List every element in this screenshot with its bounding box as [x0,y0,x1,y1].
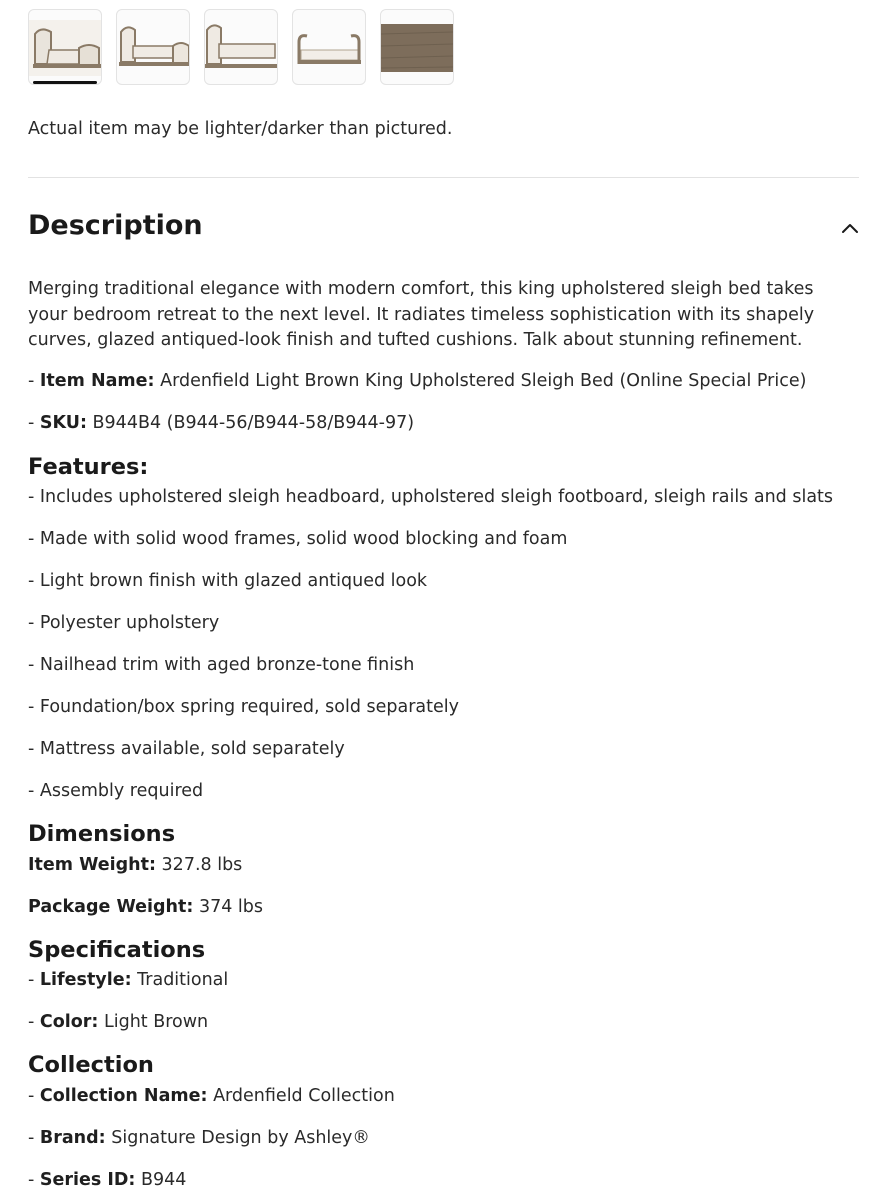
bed-image [29,20,102,76]
sku-value: B944B4 (B944-56/B944-58/B944-97) [92,413,415,433]
brand-label: Brand: [39,1128,106,1148]
description-heading: Description [28,210,203,241]
color-row: - Color: Light Brown [28,1012,209,1032]
features-heading: Features: [28,454,149,480]
bed-image [205,20,278,76]
thumbnail-2[interactable] [116,9,190,85]
color-value: Light Brown [103,1012,209,1032]
item-weight-row [28,855,242,875]
feature-item: - Mattress available, sold separately [28,739,345,759]
lifestyle-value: Traditional [137,970,229,990]
thumbnail-5[interactable] [380,9,454,85]
feature-item: - Made with solid wood frames, solid wood blocking and foam [28,529,568,549]
chevron-up-icon [838,217,862,241]
sku-row: - SKU: B944B4 (B944-56/B944-58/B944-97) [28,413,415,433]
brand-row: - Brand: Signature Design by Ashley® [28,1128,370,1148]
collapse-description-button[interactable] [838,217,862,241]
package-weight-row [28,897,263,917]
item-name-value: Ardenfield Light Brown King Upholstered Sleigh Bed (Online Special Price) [160,371,807,391]
series-id-label: Series ID: [39,1170,136,1190]
package-weight-label: Package Weight: [28,897,194,917]
feature-item: - Includes upholstered sleigh headboard, upholstered sleigh footboard, sleigh rails and slats [28,487,834,507]
thumbnail-3[interactable] [204,9,278,85]
dimensions-heading: Dimensions [28,821,176,847]
thumbnail-4[interactable] [292,9,366,85]
item-weight-value: 327.8 lbs [161,855,243,875]
collection-name-value: Ardenfield Collection [213,1086,395,1106]
collection-heading: Collection [28,1052,154,1078]
finish-swatch-image [381,20,454,76]
collection-name-label: Collection Name: [39,1086,208,1106]
lifestyle-row: - Lifestyle: Traditional [28,970,229,990]
package-weight-value: 374 lbs [198,897,264,917]
specifications-heading: Specifications [28,937,206,963]
feature-item: - Foundation/box spring required, sold separately [28,697,460,717]
item-name-row: - Item Name: Ardenfield Light Brown King Upholstered Sleigh Bed (Online Special Price) [28,371,807,391]
sku-label: SKU: [39,413,87,433]
color-label: Color: [39,1012,99,1032]
collection-name-row: - Collection Name: Ardenfield Collection [28,1086,395,1106]
bed-image [293,20,366,76]
brand-value: Signature Design by Ashley® [111,1128,370,1148]
thumbnail-1[interactable] [28,9,102,85]
image-thumbnail-strip [28,9,454,85]
item-weight-label: Item Weight: [28,855,156,875]
lifestyle-label: Lifestyle: [39,970,132,990]
feature-item: - Polyester upholstery [28,613,220,633]
feature-item: - Assembly required [28,781,204,801]
feature-item: - Light brown finish with glazed antiqued look [28,571,428,591]
item-name-label: Item Name: [39,371,155,391]
bed-image [117,20,190,76]
feature-item: - Nailhead trim with aged bronze-tone finish [28,655,415,675]
description-text: Merging traditional elegance with modern comfort, this king upholstered sleigh bed takes your bedroom retreat to the next level. It radiates timeless sophistication with its shapely curves, glazed antiqued-look finish and tufted cushions. Talk about stunning refinement. [28,279,815,350]
image-disclaimer: Actual item may be lighter/darker than pictured. [28,119,453,139]
series-id-value: B944 [140,1170,187,1190]
section-divider [28,177,859,178]
series-id-row: - Series ID: B944 [28,1170,187,1190]
